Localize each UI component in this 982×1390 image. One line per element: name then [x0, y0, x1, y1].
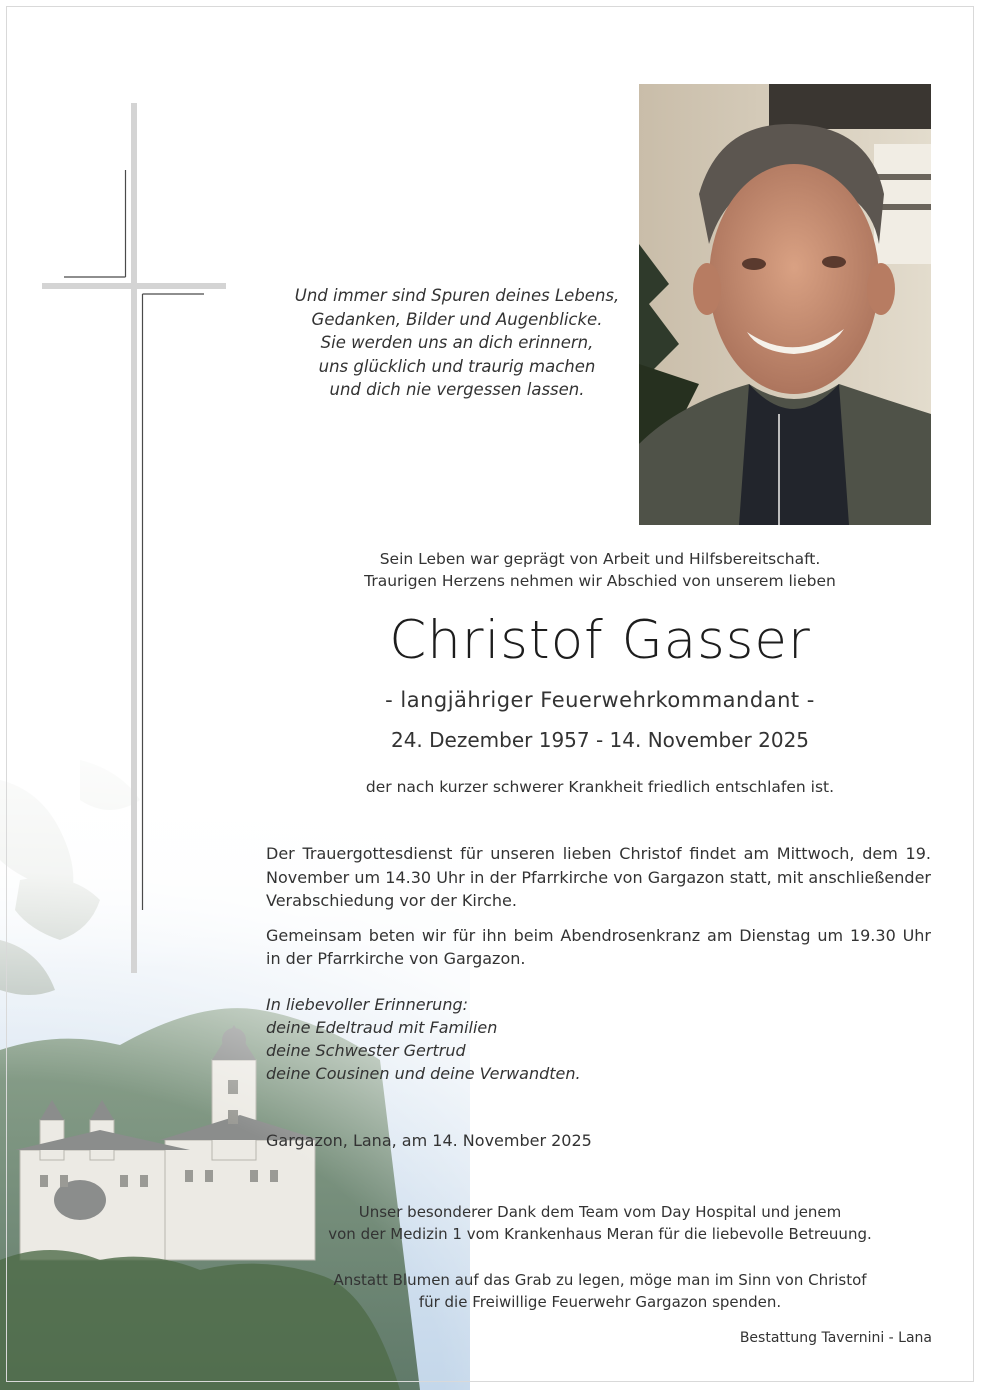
quote-line: Gedanken, Bilder und Augenblicke. [311, 309, 603, 329]
mourners-line: In liebevoller Erinnerung: [266, 995, 468, 1014]
place-date: Gargazon, Lana, am 14. November 2025 [266, 1131, 592, 1150]
passing-text: der nach kurzer schwerer Krankheit friedlich entschlafen ist. [365, 778, 835, 796]
undertaker-credit: Bestattung Tavernini - Lana [739, 1330, 932, 1346]
deceased-name: Christof Gasser [389, 610, 811, 671]
quote-line: uns glücklich und traurig machen [318, 356, 596, 376]
funeral-info: Der Trauergottesdienst für unseren lieben Christof findet am Mittwoch, dem 19. November um 14.30 Uhr in der Pfarrkirche von Gargazon statt, mit anschließender Verabschiedung vor der Kirche. [266, 844, 931, 910]
deceased-role: - langjähriger Feuerwehrkommandant - [385, 688, 815, 712]
thanks-line: Unser besonderer Dank dem Team vom Day Hospital und jenem [358, 1203, 842, 1221]
quote-line: Sie werden uns an dich erinnern, [320, 333, 594, 352]
donation-line: Anstatt Blumen auf das Grab zu legen, möge man im Sinn von Christof [333, 1271, 867, 1289]
service-details [266, 842, 931, 982]
donation-text [215, 1269, 982, 1313]
intro-line: Traurigen Herzens nehmen wir Abschied von unserem lieben [364, 571, 836, 590]
rosary-info: Gemeinsam beten wir für ihn beim Abendrosenkranz am Dienstag um 19.30 Uhr in der Pfarrkirche von Gargazon. [266, 925, 931, 968]
portrait-image [639, 84, 931, 525]
thanks-line: von der Medizin 1 vom Krankenhaus Meran für die liebevolle Betreuung. [328, 1225, 872, 1243]
mourners-line: deine Schwester Gertrud [266, 1041, 466, 1060]
portrait-photo [639, 84, 931, 525]
mourners-line: deine Cousinen und deine Verwandten. [266, 1064, 581, 1083]
life-dates: 24. Dezember 1957 - 14. November 2025 [390, 728, 810, 752]
donation-line: für die Freiwillige Feuerwehr Gargazon spenden. [418, 1293, 782, 1311]
quote-line: Und immer sind Spuren deines Lebens, [294, 286, 620, 305]
intro-line: Sein Leben war geprägt von Arbeit und Hilfsbereitschaft. [379, 550, 821, 568]
memorial-quote [262, 284, 652, 402]
thanks-text [215, 1201, 982, 1245]
mourners-list [266, 993, 766, 1085]
cross-icon [0, 0, 260, 980]
mourners-line: deine Edeltraud mit Familien [266, 1018, 498, 1037]
quote-line: und dich nie vergessen lassen. [329, 380, 585, 399]
intro-text [250, 549, 950, 592]
